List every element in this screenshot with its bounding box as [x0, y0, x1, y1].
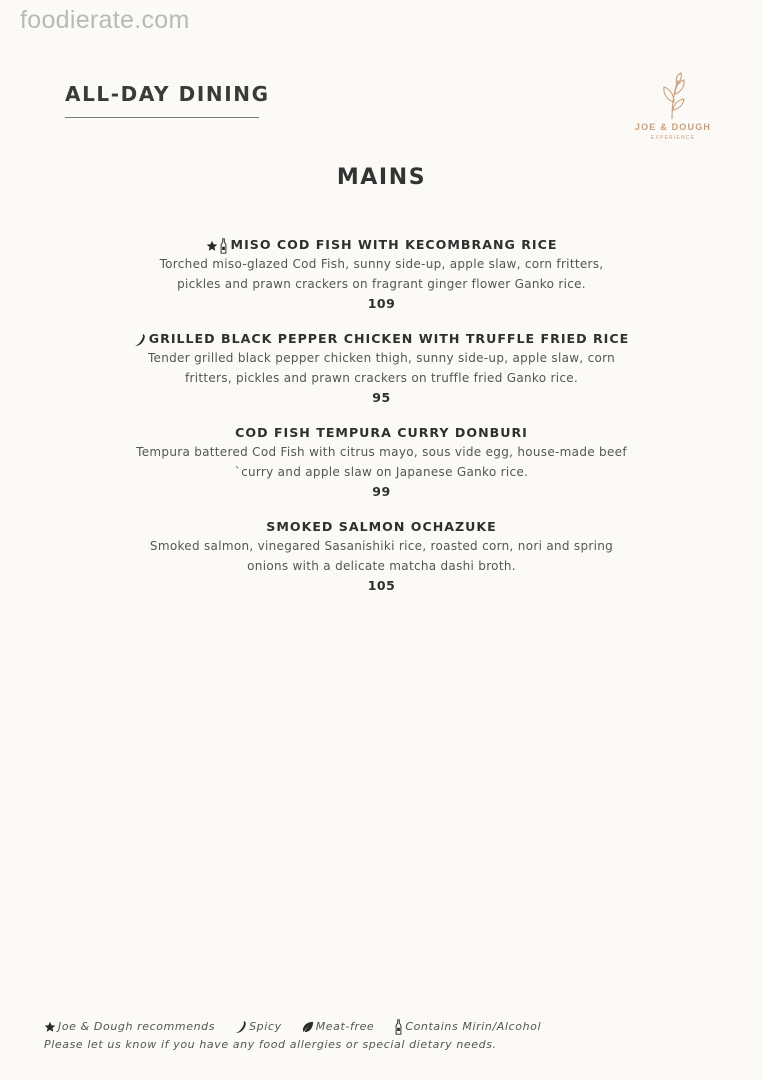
legend-label: Meat-free: [315, 1020, 375, 1033]
section-title: ALL-DAY DINING: [65, 82, 270, 106]
menu-item-icons: [206, 235, 228, 255]
legend: [44, 1018, 541, 1054]
menu-item: [110, 517, 653, 596]
menu-item-name-row: [110, 517, 653, 537]
menu-item: [110, 423, 653, 502]
menu-item: [110, 329, 653, 408]
logo-name: JOE & DOUGH: [634, 122, 712, 132]
legend-label: Contains Mirin/Alcohol: [405, 1020, 542, 1033]
menu-item-name: COD FISH TEMPURA CURRY DONBURI: [235, 425, 528, 440]
watermark: foodierate.com: [20, 6, 190, 34]
leaf-icon: [302, 1018, 314, 1036]
menu-item-name-row: [110, 329, 653, 349]
menu-item-name-row: [110, 423, 653, 443]
menu-item-description: Tempura battered Cod Fish with citrus mayo, sous vide egg, house-made beef `curry and apple slaw on Japanese Ganko rice.: [136, 445, 627, 479]
menu-item-price: 99: [372, 484, 391, 499]
menu-item-icons: [134, 329, 146, 349]
chili-icon: [235, 1018, 247, 1036]
menu-item-name: SMOKED SALMON OCHAZUKE: [266, 519, 497, 534]
leaf-branch-icon: [653, 72, 693, 120]
legend-entry: [302, 1018, 375, 1036]
menu-item-price: 109: [367, 296, 396, 311]
menu-item-name: GRILLED BLACK PEPPER CHICKEN WITH TRUFFLE FRIED RICE: [148, 331, 630, 346]
category-title: MAINS: [336, 165, 427, 190]
bottle-icon: [219, 235, 228, 255]
legend-row: [44, 1018, 541, 1036]
legend-label: Joe & Dough recommends: [58, 1020, 216, 1033]
menu-item-name-row: [110, 235, 653, 255]
dietary-note: Please let us know if you have any food allergies or special dietary needs.: [44, 1038, 497, 1051]
legend-entry: [394, 1018, 541, 1036]
logo-subtitle: EXPERIENCE: [650, 135, 696, 141]
menu-item-price: 105: [367, 578, 396, 593]
legend-entry: [235, 1018, 282, 1036]
brand-logo: [628, 72, 718, 148]
legend-entry: [44, 1018, 215, 1036]
menu-item-description: Torched miso-glazed Cod Fish, sunny side-up, apple slaw, corn fritters, pickles and prawn crackers on fragrant ginger flower Ganko rice.: [159, 257, 604, 291]
chili-icon: [134, 329, 146, 349]
menu-item-name: MISO COD FISH WITH KECOMBRANG RICE: [230, 237, 558, 252]
menu-list: [110, 235, 653, 611]
menu-item: [110, 235, 653, 314]
legend-label: Spicy: [249, 1020, 282, 1033]
section-divider: [65, 117, 259, 118]
star-icon: [44, 1018, 56, 1036]
star-icon: [206, 235, 218, 255]
bottle-icon: [394, 1018, 403, 1036]
menu-item-description: Tender grilled black pepper chicken thigh, sunny side-up, apple slaw, corn fritters, pickles and prawn crackers on truffle fried Ganko rice.: [147, 351, 616, 385]
menu-item-price: 95: [372, 390, 391, 405]
menu-item-description: Smoked salmon, vinegared Sasanishiki rice, roasted corn, nori and spring onions with a delicate matcha dashi broth.: [149, 539, 614, 573]
